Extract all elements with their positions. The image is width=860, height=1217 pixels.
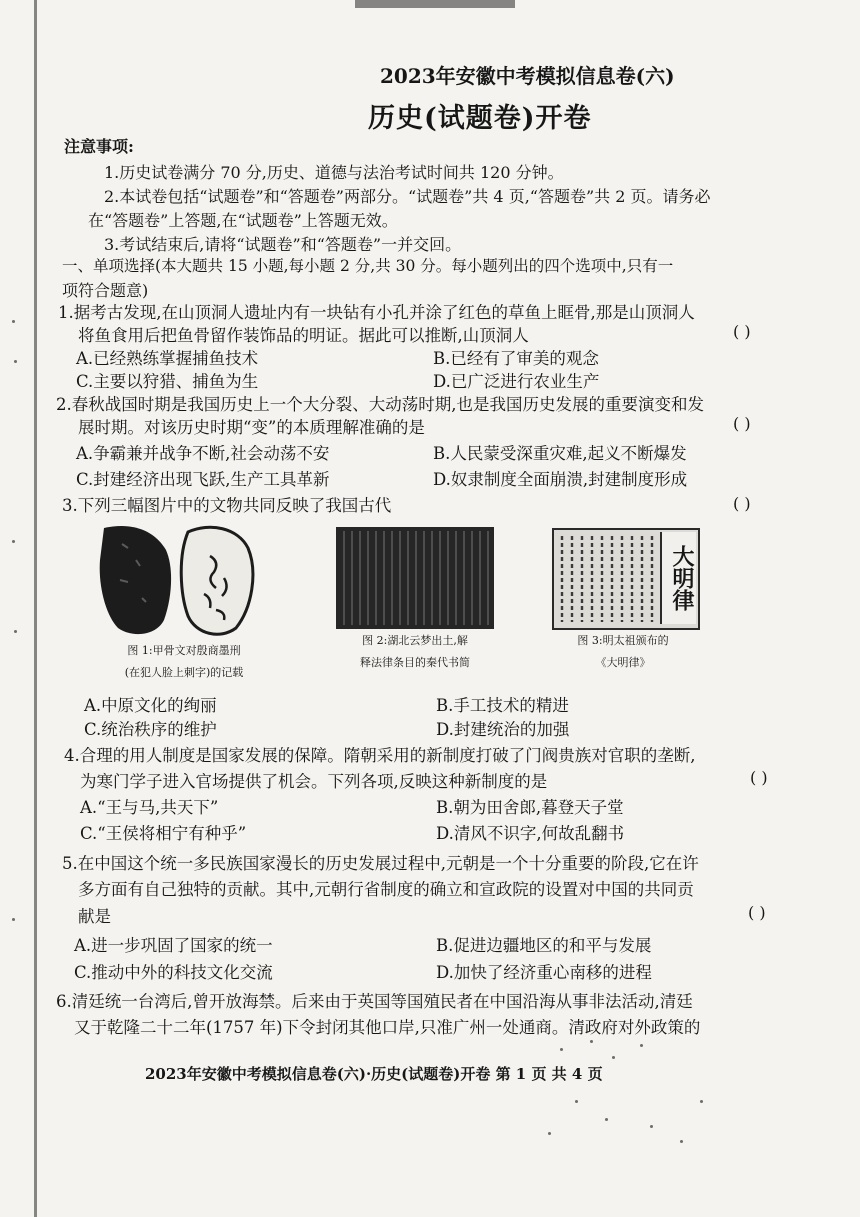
q3-stem: 3.下列三幅图片中的文物共同反映了我国古代 <box>62 496 392 515</box>
scan-speck <box>12 540 15 543</box>
q6-stem-line1: 6.清廷统一台湾后,曾开放海禁。后来由于英国等国殖民者在中国沿海从事非法活动,清廷 <box>56 992 693 1011</box>
q4-option-b: B.朝为田舍郎,暮登天子堂 <box>436 798 624 817</box>
q5-option-b: B.促进边疆地区的和平与发展 <box>436 936 652 955</box>
scan-speck <box>640 1044 643 1047</box>
q5-stem-line2: 多方面有自己独特的贡献。其中,元朝行省制度的确立和宣政院的设置对中国的共同贡 <box>78 880 694 899</box>
scan-speck <box>680 1140 683 1143</box>
q6-stem-line2: 又于乾隆二十二年(1757 年)下令封闭其他口岸,只准广州一处通商。清政府对外政策的 <box>74 1018 701 1037</box>
q5-stem-line1: 5.在中国这个统一多民族国家漫长的历史发展过程中,元朝是一个十分重要的阶段,它在许 <box>62 854 699 873</box>
scan-speck <box>548 1132 551 1135</box>
scan-speck <box>612 1056 615 1059</box>
q3-option-d: D.封建统治的加强 <box>436 720 570 739</box>
figure-1-caption-line2: (在犯人脸上刺字)的记载 <box>124 666 244 679</box>
notice-heading: 注意事项: <box>64 137 134 156</box>
scan-speck <box>12 320 15 323</box>
q5-answer-bracket: ( ) <box>748 903 766 922</box>
figure-3-book-title: 大明律 <box>660 532 696 624</box>
exam-title: 2023年安徽中考模拟信息卷(六) <box>380 64 675 88</box>
q4-stem-line1: 4.合理的用人制度是国家发展的保障。隋朝采用的新制度打破了门阀贵族对官职的垄断, <box>64 746 696 765</box>
q4-stem-line2: 为寒门学子进入官场提供了机会。下列各项,反映这种新制度的是 <box>80 772 548 791</box>
q4-option-d: D.清风不识字,何故乱翻书 <box>436 824 625 843</box>
scan-speck <box>605 1118 608 1121</box>
figure-3-caption-line1: 图 3:明太祖颁布的 <box>577 634 669 647</box>
q3-option-c: C.统治秩序的维护 <box>84 720 217 739</box>
q2-stem-line1: 2.春秋战国时期是我国历史上一个大分裂、大动荡时期,也是我国历史发展的重要演变和发 <box>56 395 704 414</box>
q2-option-a: A.争霸兼并战争不断,社会动荡不安 <box>76 444 330 463</box>
q1-answer-bracket: ( ) <box>733 322 751 341</box>
q5-option-c: C.推动中外的科技文化交流 <box>74 963 273 982</box>
scan-speck <box>590 1040 593 1043</box>
page-footer: 2023年安徽中考模拟信息卷(六)·历史(试题卷)开卷 第 1 页 共 4 页 <box>145 1065 603 1083</box>
scan-speck <box>560 1048 563 1051</box>
scan-speck <box>12 918 15 921</box>
figure-2-caption-line2: 释法律条目的秦代书简 <box>360 656 470 669</box>
scan-edge-line <box>34 0 37 1217</box>
q5-stem-line3: 献是 <box>78 907 111 926</box>
q2-option-c: C.封建经济出现飞跃,生产工具革新 <box>76 470 330 489</box>
scan-speck <box>14 360 17 363</box>
q4-option-a: A.“王与马,共天下” <box>80 798 219 817</box>
section-heading-line2: 项符合题意) <box>62 281 149 300</box>
figure-3-caption-line2: 《大明律》 <box>595 656 651 669</box>
q2-stem-line2: 展时期。对该历史时期“变”的本质理解准确的是 <box>78 418 425 437</box>
figure-1-caption-line1: 图 1:甲骨文对殷商墨刑 <box>127 644 241 657</box>
q2-option-d: D.奴隶制度全面崩溃,封建制度形成 <box>433 470 688 489</box>
scan-smudge <box>355 0 515 8</box>
notice-item-3: 3.考试结束后,请将“试题卷”和“答题卷”一并交回。 <box>104 235 462 254</box>
notice-item-2a: 2.本试卷包括“试题卷”和“答题卷”两部分。“试题卷”共 4 页,“答题卷”共 2 页。请务必 <box>104 187 711 206</box>
q3-option-a: A.中原文化的绚丽 <box>84 696 217 715</box>
exam-subtitle: 历史(试题卷)开卷 <box>368 103 592 134</box>
q3-option-b: B.手工技术的精进 <box>436 696 569 715</box>
q1-option-b: B.已经有了审美的观念 <box>433 349 599 368</box>
q3-answer-bracket: ( ) <box>733 494 751 513</box>
figure-1-oracle-bone-image <box>92 520 272 640</box>
scan-speck <box>575 1100 578 1103</box>
section-heading-line1: 一、单项选择(本大题共 15 小题,每小题 2 分,共 30 分。每小题列出的四个选项中,只有一 <box>62 257 674 275</box>
q2-answer-bracket: ( ) <box>733 414 751 433</box>
figure-3-text-columns <box>554 530 658 628</box>
q1-stem-line2: 将鱼食用后把鱼骨留作装饰品的明证。据此可以推断,山顶洞人 <box>78 326 529 345</box>
q5-option-a: A.进一步巩固了国家的统一 <box>74 936 273 955</box>
figure-3-da-ming-lu-image <box>552 528 700 630</box>
q1-option-a: A.已经熟练掌握捕鱼技术 <box>76 349 259 368</box>
q4-option-c: C.“王侯将相宁有种乎” <box>80 824 247 843</box>
scan-speck <box>700 1100 703 1103</box>
q2-option-b: B.人民蒙受深重灾难,起义不断爆发 <box>433 444 687 463</box>
scan-speck <box>14 630 17 633</box>
q1-option-d: D.已广泛进行农业生产 <box>433 372 600 391</box>
scan-speck <box>650 1125 653 1128</box>
notice-item-1: 1.历史试卷满分 70 分,历史、道德与法治考试时间共 120 分钟。 <box>104 163 564 182</box>
q1-stem-line1: 1.据考古发现,在山顶洞人遗址内有一块钻有小孔并涂了红色的草鱼上眶骨,那是山顶洞人 <box>58 303 695 322</box>
q1-option-c: C.主要以狩猎、捕鱼为生 <box>76 372 259 391</box>
figure-2-bamboo-slips-image <box>336 527 494 629</box>
q5-option-d: D.加快了经济重心南移的进程 <box>436 963 652 982</box>
figure-2-caption-line1: 图 2:湖北云梦出土,解 <box>362 634 468 647</box>
notice-item-2b: 在“答题卷”上答题,在“试题卷”上答题无效。 <box>88 211 398 230</box>
q4-answer-bracket: ( ) <box>750 768 768 787</box>
